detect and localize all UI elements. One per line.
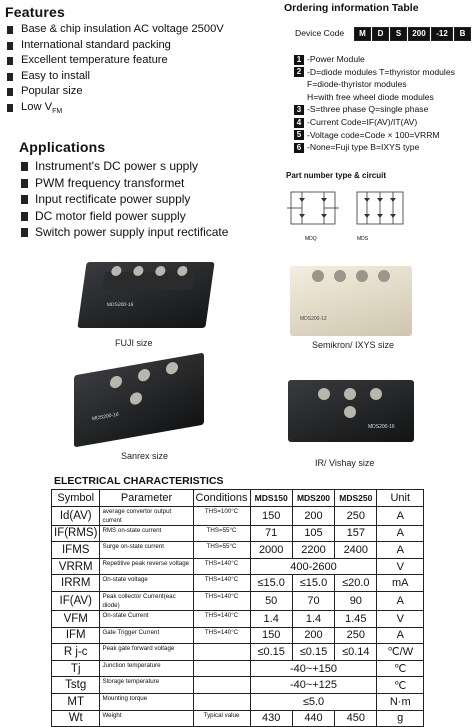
conditions-cell [193,677,250,694]
feature-item: Base & chip insulation AC voltage 2500V [5,22,224,38]
parameter-cell: Storage temperature [100,677,193,694]
table-row [52,660,424,677]
legend-row [294,53,455,66]
unit-cell: ℃ [377,660,424,677]
legend-number: 3 [294,105,304,115]
header-mds150: MDS150 [250,490,292,507]
mds150-value-cell: 1.4 [250,610,292,627]
unit-cell: V [377,610,424,627]
table-row [52,677,424,694]
mds200-value-cell: 2200 [292,542,334,559]
symbol-cell: VRRM [52,558,100,575]
header-symbol: Symbol [52,490,100,507]
parameter-cell: Peak gate forward voltage [100,644,193,661]
parameter-cell: Junction temperature [100,660,193,677]
mds150-value-cell: 2000 [250,542,292,559]
legend-row [294,129,455,142]
circuit-diagram [287,182,411,242]
legend-number: 4 [294,118,304,128]
fuji-caption: FUJI size [115,338,153,348]
feature-text: Low V [21,100,53,113]
code-box: -12 [431,27,453,41]
mds250-value-cell: 90 [335,591,377,610]
symbol-cell: MT [52,693,100,710]
electrical-characteristics-table [51,489,424,727]
conditions-cell: THS=140°C [193,627,250,644]
legend-row [294,78,455,91]
application-item: DC motor field power supply [19,208,228,225]
header-mds250: MDS250 [335,490,377,507]
mds150-value-cell: 71 [250,525,292,542]
conditions-cell: THS=140°C [193,591,250,610]
ir-caption: IR/ Vishay size [315,458,375,468]
conditions-cell: THS=55°C [193,542,250,559]
applications-title: Applications [19,139,106,155]
symbol-cell: Tj [52,660,100,677]
legend-row [294,91,455,104]
table-row [52,627,424,644]
legend-number: 6 [294,143,304,153]
legend-text: -S=three phase Q=single phase [307,104,429,115]
legend-text: -None=Fuji type B=IXYS type [307,142,420,153]
parameter-cell: Mounting torque [100,693,193,710]
table-title: ELECTRICAL CHARACTERISTICS [54,475,224,487]
unit-cell: A [377,542,424,559]
legend-number: 5 [294,130,304,140]
symbol-cell: IF(AV) [52,591,100,610]
parameter-cell: On-state voltage [100,575,193,592]
unit-cell: mA [377,575,424,592]
legend-text: F=diode-thyristor modules [307,79,407,90]
mds250-value-cell: 450 [335,710,377,727]
header-parameter: Parameter [100,490,193,507]
fuji-module-photo [77,262,214,328]
header-conditions: Conditions [193,490,250,507]
sanrex-module-photo [74,353,204,448]
mds200-value-cell: 70 [292,591,334,610]
unit-cell: A [377,506,424,525]
unit-cell: A [377,627,424,644]
mds250-value-cell: 1.45 [335,610,377,627]
ordering-title: Ordering information Table [284,2,419,14]
symbol-cell: R j-c [52,644,100,661]
parameter-cell: On-state Current [100,610,193,627]
feature-item: Excellent temperature feature [5,53,224,69]
part-number-title: Part number type & circuit [286,171,387,180]
table-row [52,542,424,559]
unit-cell: ℃/W [377,644,424,661]
mds200-value-cell: 440 [292,710,334,727]
module-label: MDS200-12 [300,316,327,322]
table-row [52,591,424,610]
mds150-value-cell: 150 [250,627,292,644]
unit-cell: V [377,558,424,575]
symbol-cell: Wt [52,710,100,727]
table-row [52,693,424,710]
parameter-cell: Peak collector Current(eac diode) [100,591,193,610]
application-item: PWM frequency transformet [19,175,228,192]
legend-number: 2 [294,67,304,77]
legend-text: -Current Code=IF(AV)/IT(AV) [307,116,418,127]
semikron-caption: Semikron/ IXYS size [312,340,395,350]
ordering-legend [294,53,455,154]
conditions-cell: THS=140°C [193,558,250,575]
ir-module-photo [288,380,414,442]
feature-subscript: FM [52,108,63,116]
mds200-value-cell: 1.4 [292,610,334,627]
unit-cell: N·m [377,693,424,710]
application-item: Input rectificate power supply [19,191,228,208]
table-row [52,525,424,542]
parameter-cell: Repetitive peak reverse voltage [100,558,193,575]
mds250-value-cell: 250 [335,627,377,644]
mds200-value-cell: 200 [292,506,334,525]
features-title: Features [5,4,65,20]
header-mds200: MDS200 [292,490,334,507]
value-span-cell: -40~+150 [250,660,377,677]
symbol-cell: IFM [52,627,100,644]
parameter-cell: Weight [100,710,193,727]
parameter-cell: Gate Trigger Current [100,627,193,644]
applications-list [19,158,228,241]
code-box: S [390,27,407,41]
conditions-cell: THS=140°C [193,575,250,592]
mds150-value-cell: 430 [250,710,292,727]
code-box: 200 [408,27,430,41]
unit-cell: g [377,710,424,727]
feature-item: Popular size [5,84,224,100]
legend-row [294,103,455,116]
device-code-row [295,27,471,41]
legend-row [294,66,455,79]
circuit-label-mds: MDS [357,236,369,242]
legend-row [294,141,455,154]
symbol-cell: IF(RMS) [52,525,100,542]
mds200-value-cell: ≤0.15 [292,644,334,661]
symbol-cell: IRRM [52,575,100,592]
value-span-cell: -40~+125 [250,677,377,694]
mds200-value-cell: ≤15.0 [292,575,334,592]
table-row [52,575,424,592]
parameter-cell: Surge on-state current [100,542,193,559]
feature-item-low-vfm [5,100,224,116]
parameter-cell: RMS on-state current [100,525,193,542]
symbol-cell: IFMS [52,542,100,559]
mds200-value-cell: 105 [292,525,334,542]
conditions-cell: Typical value [193,710,250,727]
symbol-cell: VFM [52,610,100,627]
module-label: MDS200-16 [106,302,134,308]
mds150-value-cell: ≤0.15 [250,644,292,661]
mds250-value-cell: 157 [335,525,377,542]
table-header-row [52,490,424,507]
mds250-value-cell: 2400 [335,542,377,559]
semikron-module-photo [290,266,412,336]
legend-text: -D=diode modules T=thyristor modules [307,66,455,77]
table-row [52,506,424,525]
unit-cell: A [377,525,424,542]
mds250-value-cell: ≤20.0 [335,575,377,592]
conditions-cell: THS=55°C [193,525,250,542]
mds150-value-cell: 150 [250,506,292,525]
table-row [52,644,424,661]
code-box: B [454,27,471,41]
header-unit: Unit [377,490,424,507]
application-item: Switch power supply input rectificate [19,224,228,241]
conditions-cell [193,660,250,677]
feature-item: International standard packing [5,38,224,54]
unit-cell: A [377,591,424,610]
mds150-value-cell: ≤15.0 [250,575,292,592]
legend-text: -Voltage code=Code × 100=VRRM [307,129,440,140]
device-code-label: Device Code [295,28,345,38]
mds150-value-cell: 50 [250,591,292,610]
parameter-cell: average convertor output current [100,506,193,525]
feature-item: Easy to install [5,69,224,85]
circuit-label-mdq: MDQ [305,236,317,242]
legend-number: 1 [294,55,304,65]
conditions-cell [193,644,250,661]
features-list [5,22,224,116]
sanrex-caption: Sanrex size [121,451,169,461]
module-label: MDS200-16 [92,411,119,423]
conditions-cell: THS=140°C [193,610,250,627]
legend-row [294,116,455,129]
mds250-value-cell: 250 [335,506,377,525]
table-row [52,610,424,627]
code-box: D [372,27,389,41]
application-item: Instrument's DC power s upply [19,158,228,175]
unit-cell: ℃ [377,677,424,694]
conditions-cell [193,693,250,710]
code-box: M [354,27,371,41]
value-span-cell: 400-2600 [250,558,377,575]
symbol-cell: Id(AV) [52,506,100,525]
legend-text: -Power Module [307,54,365,64]
value-span-cell: ≤5.0 [250,693,377,710]
legend-text: H=with free wheel diode modules [307,91,434,102]
module-label: MDS200-16 [368,424,395,430]
symbol-cell: Tstg [52,677,100,694]
mds200-value-cell: 200 [292,627,334,644]
table-row [52,558,424,575]
conditions-cell: THS=100°C [193,506,250,525]
mds250-value-cell: ≤0.14 [335,644,377,661]
